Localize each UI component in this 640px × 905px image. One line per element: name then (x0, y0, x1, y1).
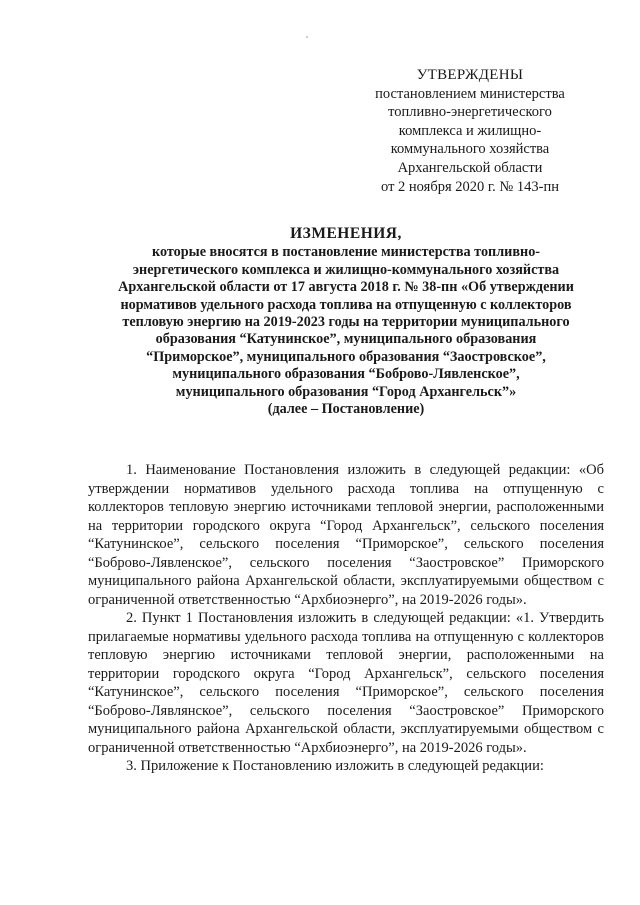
title-line: нормативов удельного расхода топлива на отпущенную с коллекторов (120, 296, 572, 313)
title-line: тепловую энергию на 2019-2023 годы на территории муниципального (122, 314, 570, 331)
title-line: образования “Катунинское”, муниципального образования (155, 331, 537, 348)
title-line: Архангельской области от 17 августа 2018 г. № 38-пн «Об утверждении (118, 279, 574, 296)
title-line: муниципального образования “Боброво-Лявленское”, (172, 366, 520, 383)
approval-stamp-block (360, 66, 580, 196)
title-line: энергетического комплекса и жилищно-коммунального хозяйства (132, 261, 560, 278)
approval-line: от 2 ноября 2020 г. № 143-пн (381, 178, 559, 195)
title-line: муниципального образования “Город Архангельск”» (175, 383, 517, 400)
scan-speck (306, 36, 308, 38)
approval-heading: УТВЕРЖДЕНЫ (416, 67, 524, 83)
approval-line: комплекса и жилищно- (398, 122, 542, 139)
title-line: которые вносятся в постановление министерства топливно- (151, 244, 541, 261)
paragraph-3: 3. Приложение к Постановлению изложить в следующей редакции: (126, 758, 544, 774)
document-title: ИЗМЕНЕНИЯ, (290, 225, 402, 242)
document-title-block (86, 225, 606, 418)
approval-line: постановлением министерства (375, 85, 565, 102)
approval-line: Архангельской области (397, 159, 543, 176)
title-line: “Приморское”, муниципального образования “Заостровское”, (146, 348, 546, 365)
paragraph-1: 1. Наименование Постановления изложить в следующей редакции: «Об утверждении нормативов удельного расхода топлива на отпущенную с коллекторов тепловую энергию источниками тепловой энергии, расположенными на территории городского округа “Город Архангельск”, сельского поселения “Катунинское”, сельского поселения “Приморское”, сельского поселения “Боброво-Лявленское”, сельского поселения “Заостровское” Приморского муниципального района Архангельской области, эксплуатируемыми обществом с ограниченной ответственностью “Архбиоэнерго”, на 2019-2026 годы». (88, 462, 604, 608)
paragraph-2: 2. Пункт 1 Постановления изложить в следующей редакции: «1. Утвердить прилагаемые нормативы удельного расхода топлива на отпущенную с коллекторов тепловую энергию источниками тепловой энергии, расположенными на территории городского округа “Город Архангельск”, сельского поселения “Катунинское”, сельского поселения “Приморское”, сельского поселения “Боброво-Лявлянское”, сельского поселения “Заостровское” Приморского муниципального района Архангельской области, эксплуатируемыми обществом с ограниченной ответственностью “Архбиоэнерго”, на 2019-2026 годы». (88, 610, 604, 756)
approval-line: коммунального хозяйства (390, 141, 550, 158)
approval-line: топливно-энергетического (388, 104, 552, 121)
document-body (88, 461, 604, 776)
title-line: (далее – Постановление) (267, 401, 425, 418)
